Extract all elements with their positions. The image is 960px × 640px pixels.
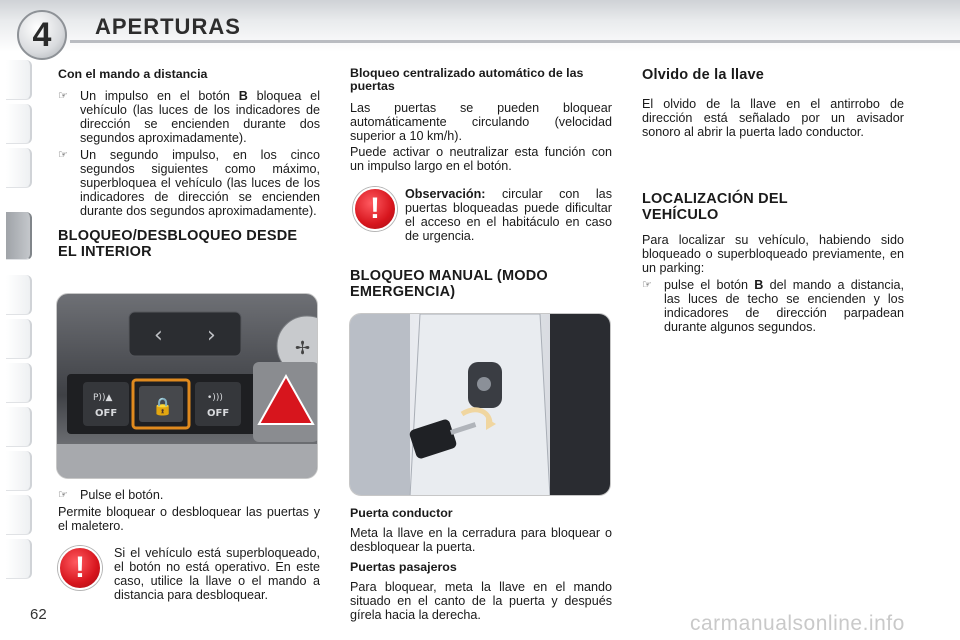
interior-heading: BLOQUEO/DESBLOQUEO DESDE EL INTERIOR — [58, 228, 298, 260]
lock-bolt — [477, 377, 491, 391]
pointer-icon: ☞ — [642, 279, 652, 291]
press-bullet — [58, 488, 320, 502]
chapter-number-badge — [17, 10, 67, 60]
header-rule — [70, 40, 960, 43]
console-illustration — [57, 294, 318, 479]
button-key: B — [754, 278, 764, 292]
forgot-key-heading: Olvido de la llave — [642, 67, 765, 83]
cabin-interior — [550, 314, 611, 496]
passenger-doors-paragraph: Para bloquear, meta la llave en el mando situado en el canto de la puerta y después gírela hacia la derecha. — [350, 580, 612, 622]
volumetric-off-button — [195, 382, 241, 426]
chapter-tab-active[interactable] — [6, 212, 32, 260]
chapter-tab[interactable] — [6, 539, 32, 579]
locate-bullet — [642, 278, 904, 334]
forgot-key-paragraph: El olvido de la llave en el antirrobo de dirección está señalado por un avisador sonoro al abrir la puerta lado conductor. — [642, 97, 904, 139]
column-3 — [642, 67, 904, 334]
arrow-right-icon: › — [207, 323, 216, 348]
auto-lock-paragraph-1: Las puertas se pueden bloquear automáticamente circulando (velocidad superior a 10 km/h). — [350, 101, 612, 143]
locate-vehicle-paragraph: Para localizar su vehículo, habiendo sido bloqueado o superbloqueado previamente, en un parking: — [642, 233, 904, 275]
passenger-doors-heading: Puertas pasajeros — [350, 560, 457, 574]
bullet-text: del mando a distancia, las luces de techo se encienden y los indicadores de dirección parpadean durante algunos segundos. — [664, 278, 904, 334]
chapter-number: 4 — [32, 15, 52, 54]
chapter-tab[interactable] — [6, 495, 32, 535]
emergency-block — [350, 506, 612, 622]
console-photo — [56, 293, 318, 479]
chapter-tab[interactable] — [6, 407, 32, 447]
door-frame — [350, 314, 410, 496]
watermark: carmanualsonline.info — [690, 612, 905, 635]
chapter-tab[interactable] — [6, 451, 32, 491]
press-block — [58, 485, 320, 533]
left-off-label: OFF — [95, 408, 118, 419]
chapter-tab[interactable] — [6, 319, 32, 359]
bullet-text: bloquea el vehículo (las luces de los indicadores de dirección se encienden durante dos segundos aproximadamente). — [80, 89, 320, 145]
observation-text: circular con las puertas bloqueadas puede dificultar el acceso en el habitáculo en caso de urgencia. — [405, 187, 612, 243]
door-illustration — [350, 314, 611, 496]
bullet-text: Un segundo impulso, en los cinco segundos siguientes como máximo, superbloquea el vehículo (las luces de los indicadores de dirección se encienden durante dos segundos aproximadamente). — [80, 148, 320, 218]
locate-vehicle-heading: LOCALIZACIÓN DEL VEHÍCULO — [642, 191, 788, 223]
fan-icon: ✢ — [295, 338, 311, 359]
observation-note — [405, 187, 612, 243]
bullet-text: Un impulso en el botón — [80, 89, 239, 103]
waves-icon: •))) — [207, 393, 223, 403]
pointer-icon: ☞ — [58, 489, 68, 501]
chapter-tab[interactable] — [6, 60, 32, 100]
pointer-icon: ☞ — [58, 149, 68, 161]
press-paragraph: Permite bloquear o desbloquear las puertas y el maletero. — [58, 505, 320, 533]
bullet-text: pulse el botón — [664, 278, 755, 292]
column-2 — [350, 67, 612, 173]
remote-bullet-2 — [58, 148, 320, 218]
chapter-tab-strip — [0, 60, 36, 580]
manual-lock-heading: BLOQUEO MANUAL (MODO EMERGENCIA) — [350, 268, 548, 300]
page-number: 62 — [30, 606, 47, 623]
alarm-icon: P))▲ — [93, 393, 113, 403]
chapter-tab[interactable] — [6, 104, 32, 144]
bullet-text: Pulse el botón. — [80, 488, 164, 502]
chapter-tab[interactable] — [6, 363, 32, 403]
driver-door-heading: Puerta conductor — [350, 506, 453, 520]
chapter-title: APERTURAS — [95, 14, 241, 39]
lock-icon: 🔒 — [152, 397, 174, 417]
warning-icon: ! — [353, 187, 397, 231]
door-lock-photo — [349, 313, 611, 496]
driver-door-paragraph: Meta la llave en la cerradura para bloquear o desbloquear la puerta. — [350, 526, 612, 554]
top-switch — [129, 312, 241, 356]
alarm-off-button — [83, 382, 129, 426]
superlock-notice: Si el vehículo está superbloqueado, el botón no está operativo. En este caso, utilice la llave o el mando a distancia para desbloquear. — [114, 546, 320, 602]
auto-lock-paragraph-2: Puede activar o neutralizar esta función con un impulso largo en el botón. — [350, 145, 612, 173]
column-1 — [58, 67, 320, 260]
chapter-tab[interactable] — [6, 275, 32, 315]
warning-icon: ! — [58, 546, 102, 590]
observation-label: Observación: — [405, 187, 486, 201]
remote-bullet-1 — [58, 89, 320, 145]
auto-lock-heading: Bloqueo centralizado automático de las puertas — [350, 66, 584, 93]
right-off-label: OFF — [207, 408, 230, 419]
button-key: B — [238, 89, 248, 103]
arrow-left-icon: ‹ — [154, 323, 163, 348]
pointer-icon: ☞ — [58, 90, 68, 102]
chapter-tab[interactable] — [6, 148, 32, 188]
trim-panel — [57, 444, 318, 479]
remote-heading: Con el mando a distancia — [58, 67, 208, 81]
